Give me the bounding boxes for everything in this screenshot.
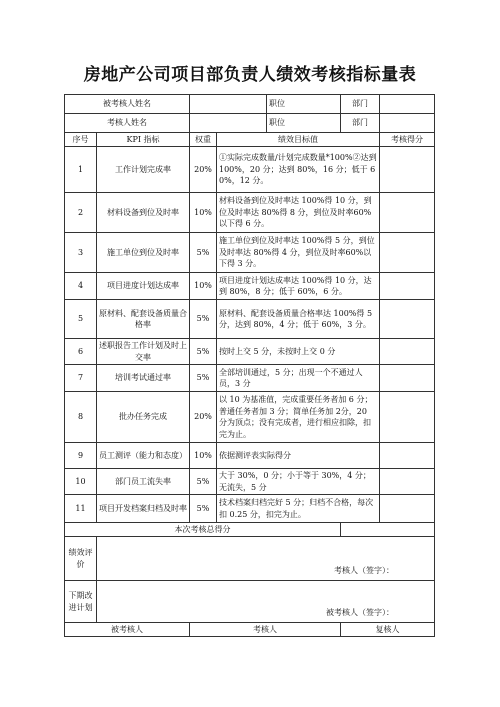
appraiser-department-label: 部门 xyxy=(341,114,380,133)
row-no: 6 xyxy=(65,339,97,365)
row-target: 技术档案归档完好 5 分；归档不合格，每次扣 0.25 分，扣完为止。 xyxy=(217,495,380,523)
column-header-kpi: KPI 指标 xyxy=(97,133,190,147)
appraisee-name-field[interactable] xyxy=(190,95,267,114)
row-score-field[interactable] xyxy=(380,365,435,392)
appraisee-department-label: 部门 xyxy=(341,95,380,114)
appraiser-row xyxy=(65,114,435,133)
row-target: 按时上交 5 分，未按时上交 0 分 xyxy=(217,339,380,365)
table-row xyxy=(65,233,435,273)
table-row xyxy=(65,392,435,443)
row-weight: 5% xyxy=(190,495,217,523)
row-weight: 10% xyxy=(190,443,217,469)
row-weight: 10% xyxy=(190,193,217,233)
plan-sign-area[interactable]: 被考核人（签字）： xyxy=(97,581,435,623)
total-score-label: 本次考核总得分 xyxy=(65,523,341,537)
table-row xyxy=(65,365,435,392)
row-kpi: 部门员工流失率 xyxy=(97,469,190,495)
plan-label: 下期改进计划 xyxy=(65,581,97,623)
row-weight: 20% xyxy=(190,147,217,193)
row-score-field[interactable] xyxy=(380,339,435,365)
row-no: 11 xyxy=(65,495,97,523)
row-score-field[interactable] xyxy=(380,443,435,469)
row-kpi: 原材料、配套设备质量合格率 xyxy=(97,300,190,339)
appraisee-position-label: 职位 xyxy=(267,95,341,114)
row-kpi: 施工单位到位及时率 xyxy=(97,233,190,273)
column-header-no: 序号 xyxy=(65,133,97,147)
page-title: 房地产公司项目部负责人绩效考核指标量表 xyxy=(83,65,417,85)
row-kpi: 批办任务完成 xyxy=(97,392,190,443)
footer-appraisee: 被考核人 xyxy=(65,623,190,637)
evaluation-label: 绩效评价 xyxy=(65,537,97,581)
row-no: 1 xyxy=(65,147,97,193)
column-header-row xyxy=(65,133,435,147)
appraisee-department-field[interactable] xyxy=(380,95,435,114)
table-row xyxy=(65,147,435,193)
column-header-score: 考核得分 xyxy=(380,133,435,147)
row-weight: 20% xyxy=(190,392,217,443)
appraisee-row xyxy=(65,95,435,114)
table-row xyxy=(65,469,435,495)
kpi-table xyxy=(64,94,435,637)
table-row xyxy=(65,273,435,300)
appraisee-name-label: 被考核人姓名 xyxy=(65,95,190,114)
column-header-target: 绩效目标值 xyxy=(217,133,380,147)
row-kpi: 工作计划完成率 xyxy=(97,147,190,193)
footer-row xyxy=(65,623,435,637)
table-row xyxy=(65,300,435,339)
row-no: 3 xyxy=(65,233,97,273)
row-score-field[interactable] xyxy=(380,273,435,300)
row-kpi: 材料设备到位及时率 xyxy=(97,193,190,233)
row-score-field[interactable] xyxy=(380,233,435,273)
row-weight: 5% xyxy=(190,469,217,495)
table-row xyxy=(65,339,435,365)
row-score-field[interactable] xyxy=(380,147,435,193)
row-kpi: 培训考试通过率 xyxy=(97,365,190,392)
row-score-field[interactable] xyxy=(380,469,435,495)
row-no: 5 xyxy=(65,300,97,339)
row-weight: 5% xyxy=(190,339,217,365)
appraiser-department-field[interactable] xyxy=(380,114,435,133)
row-no: 4 xyxy=(65,273,97,300)
row-no: 7 xyxy=(65,365,97,392)
total-score-field[interactable] xyxy=(341,523,435,537)
plan-row xyxy=(65,581,435,623)
footer-reviewer: 复核人 xyxy=(341,623,435,637)
evaluation-sign-area[interactable]: 考核人（签字）： xyxy=(97,537,435,581)
appraiser-position-label: 职位 xyxy=(267,114,341,133)
row-no: 9 xyxy=(65,443,97,469)
table-row xyxy=(65,443,435,469)
table-row xyxy=(65,495,435,523)
appraiser-name-label: 考核人姓名 xyxy=(65,114,190,133)
row-score-field[interactable] xyxy=(380,495,435,523)
row-weight: 5% xyxy=(190,365,217,392)
column-header-weight: 权重 xyxy=(190,133,217,147)
evaluation-row xyxy=(65,537,435,581)
row-target: 原材料、配套设备质量合格率达 100%得 5 分，达到 80%，4 分；低于 60%，3 分。 xyxy=(217,300,380,339)
footer-appraiser: 考核人 xyxy=(190,623,341,637)
row-target: 大于 30%，0 分；小于等于 30%，4 分；无流失，5 分 xyxy=(217,469,380,495)
row-target: 以 10 为基准值，完成重要任务者加 6 分；普通任务者加 3 分；简单任务加 2分，20 分为顶点；没有完成者，进行相应扣除，扣完为止。 xyxy=(217,392,380,443)
total-row xyxy=(65,523,435,537)
table-row xyxy=(65,193,435,233)
row-kpi: 项目开发档案归档及时率 xyxy=(97,495,190,523)
row-weight: 10% xyxy=(190,273,217,300)
row-target: 全部培训通过，5 分；出现一个不通过人员，3 分 xyxy=(217,365,380,392)
row-score-field[interactable] xyxy=(380,392,435,443)
row-kpi: 项目进度计划达成率 xyxy=(97,273,190,300)
row-target: 施工单位到位及时率达 100%得 5 分，到位及时率达 80%得 4 分，到位及时率60%以下得 3 分。 xyxy=(217,233,380,273)
row-no: 10 xyxy=(65,469,97,495)
row-no: 2 xyxy=(65,193,97,233)
appraiser-name-field[interactable] xyxy=(190,114,267,133)
row-kpi: 述职报告工作计划及时上交率 xyxy=(97,339,190,365)
row-kpi: 员工测评（能力和态度） xyxy=(97,443,190,469)
row-target: ①实际完成数量/计划完成数量*100%②达到 100%，20 分；达到 80%，16 分；低于 60%，12 分。 xyxy=(217,147,380,193)
row-weight: 5% xyxy=(190,233,217,273)
row-no: 8 xyxy=(65,392,97,443)
row-weight: 5% xyxy=(190,300,217,339)
row-score-field[interactable] xyxy=(380,300,435,339)
row-target: 材料设备到位及时率达 100%得 10 分，到位及时率达 80%得 8 分，到位及时率60%以下得 6 分。 xyxy=(217,193,380,233)
row-target: 项目进度计划达成率达 100%得 10 分，达到 80%，8 分；低于 60%，6 分。 xyxy=(217,273,380,300)
row-target: 依据测评表实际得分 xyxy=(217,443,380,469)
row-score-field[interactable] xyxy=(380,193,435,233)
